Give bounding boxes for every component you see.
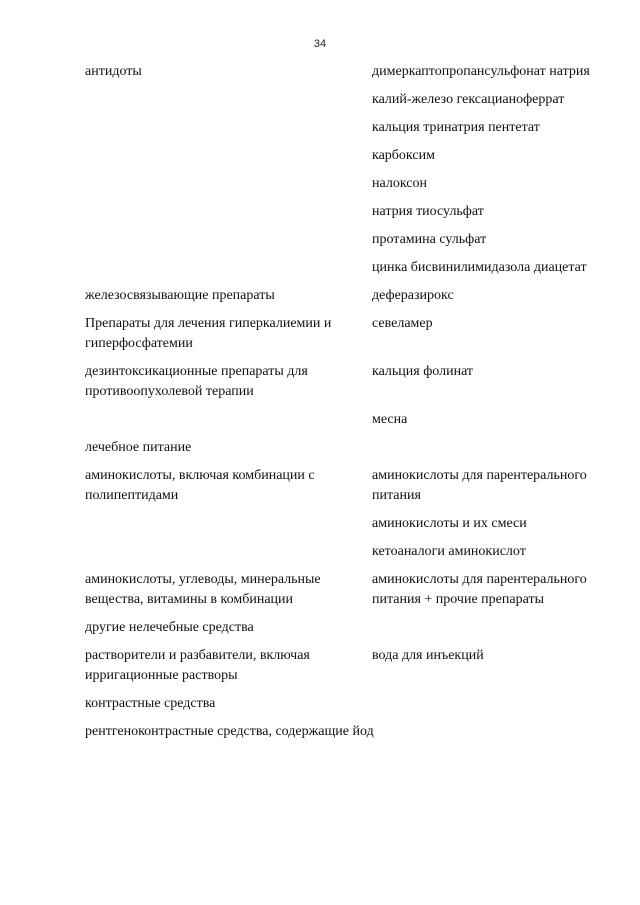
- drug-name: аминокислоты и их смеси: [372, 516, 527, 531]
- group-name: железосвязывающие препараты: [85, 288, 275, 303]
- drug-name: протамина сульфат: [372, 232, 487, 247]
- drug-name: натрия тиосульфат: [372, 204, 484, 219]
- drug-name: аминокислоты для парентерального питания: [372, 468, 587, 503]
- drug-list: [85, 62, 595, 750]
- drug-cell: [372, 286, 595, 314]
- drug-cell: [372, 646, 595, 674]
- table-row: [85, 694, 595, 722]
- table-row: [85, 286, 595, 314]
- drug-cell: [372, 314, 595, 342]
- table-row: [85, 466, 595, 570]
- group-name: дезинтоксикационные препараты для противоопухолевой терапии: [85, 364, 308, 399]
- drug-name: кальция тринатрия пентетат: [372, 120, 540, 135]
- drug-name: кетоаналоги аминокислот: [372, 544, 526, 559]
- drug-name: налоксон: [372, 176, 427, 191]
- group-name: другие нелечебные средства: [85, 620, 254, 635]
- table-row: [85, 62, 595, 286]
- drug-name: месна: [372, 412, 408, 427]
- group-name: Препараты для лечения гиперкалиемии и гиперфосфатемии: [85, 316, 332, 351]
- drug-name: деферазирокс: [372, 288, 454, 303]
- group-name: аминокислоты, включая комбинации с полипептидами: [85, 468, 315, 503]
- table-row: [85, 314, 595, 362]
- drug-cell: [372, 62, 595, 286]
- table-row: [85, 438, 595, 466]
- group-name: антидоты: [85, 64, 142, 79]
- drug-name: димеркаптопропансульфонат натрия: [372, 64, 590, 79]
- table-row: [85, 570, 595, 618]
- drug-name: цинка бисвинилимидазола диацетат: [372, 260, 587, 275]
- table-row: [85, 362, 595, 438]
- group-name: рентгеноконтрастные средства, содержащие йод: [85, 724, 374, 739]
- group-name: лечебное питание: [85, 440, 192, 455]
- drug-name: кальция фолинат: [372, 364, 474, 379]
- drug-cell: [372, 466, 595, 570]
- table-row: [85, 646, 595, 694]
- drug-name: карбоксим: [372, 148, 435, 163]
- page-number: 34: [313, 38, 327, 50]
- group-name: аминокислоты, углеводы, минеральные вещества, витамины в комбинации: [85, 572, 321, 607]
- group-name: контрастные средства: [85, 696, 216, 711]
- drug-cell: [372, 570, 595, 618]
- drug-cell: [372, 362, 595, 438]
- drug-name: аминокислоты для парентерального питания + прочие препараты: [372, 572, 587, 607]
- group-name: растворители и разбавители, включая ирригационные растворы: [85, 648, 310, 683]
- drug-name: вода для инъекций: [372, 648, 484, 663]
- drug-name: севеламер: [372, 316, 433, 331]
- table-row: [85, 618, 595, 646]
- drug-name: калий-железо гексацианоферрат: [372, 92, 565, 107]
